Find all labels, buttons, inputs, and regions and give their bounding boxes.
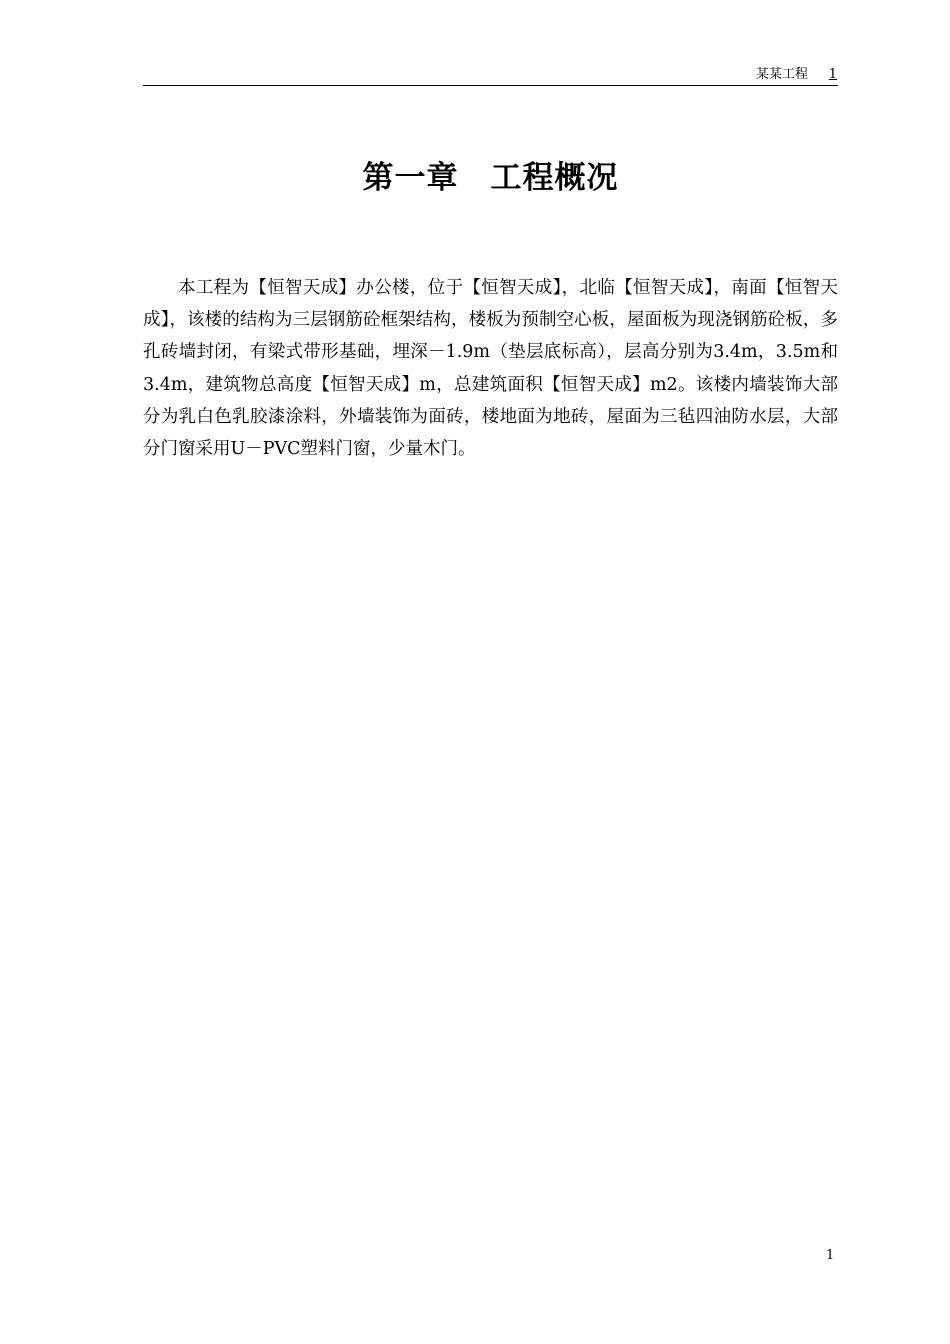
header-page-number: 1	[828, 67, 837, 82]
header-title: 某某工程	[755, 67, 808, 82]
body-paragraph: 本工程为【恒智天成】办公楼，位于【恒智天成】，北临【恒智天成】，南面【恒智天成】，该楼的结构为三层钢筋砼框架结构，楼板为预制空心板，屋面板为现浇钢筋砼板，多孔砖墙封闭，有梁式带形基础，埋深－1.9m（垫层底标高），层高分别为3.4m，3.5m和3.4m，建筑物总高度【恒智天成】m，总建筑面积【恒智天成】m2。该楼内墙装饰大部分为乳白色乳胶漆涂料，外墙装饰为面砖，楼地面为地砖，屋面为三毡四油防水层，大部分门窗采用U－PVC塑料门窗，少量木门。	[143, 278, 838, 460]
chapter-title: 第一章 工程概况	[362, 160, 619, 196]
page-header	[143, 64, 838, 86]
footer-page-number: 1	[826, 1248, 835, 1263]
